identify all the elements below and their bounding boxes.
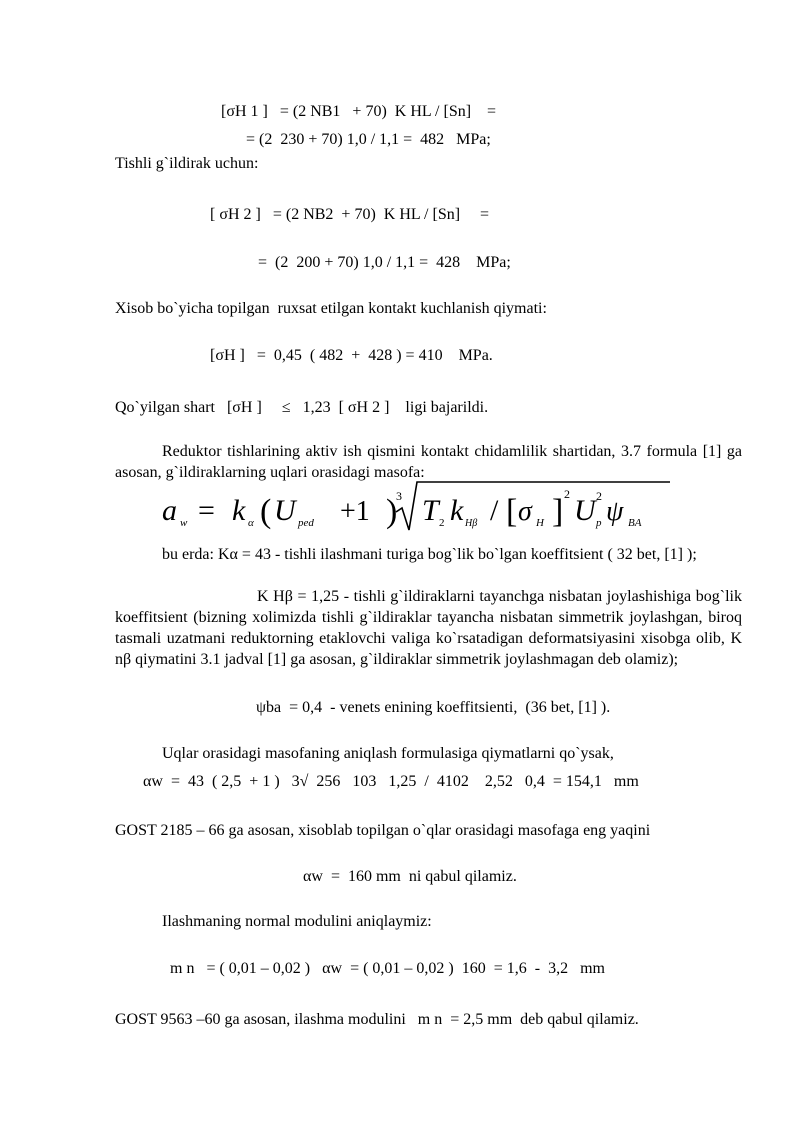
equation-alpha-w-calc: αw = 43 ( 2,5 + 1 ) 3√ 256 103 1,25 / 4102 2,52 0,4 = 154,1 mm <box>143 773 639 790</box>
paragraph-condition: Qo`yilgan shart [σH ] ≤ 1,23 [ σH 2 ] ligi bajarildi. <box>115 399 489 416</box>
formula-w: w <box>180 517 188 529</box>
formula-t-sub: 2 <box>439 517 445 529</box>
svg-text:[: [ <box>506 493 518 530</box>
paragraph-khb: K Hβ = 1,25 - tishli g`ildiraklarni tayanchga nisbatan joylashishiga bog`lik koeffitsient (bizning xolimizda tishli g`ildiraklar tayancha nisbatan simmetrik joylashgan, biroq tasmali uzatmani reduktorning etaklovchi valiga ko`rsatadigan deformatsiyasini xisobga olib, K nβ qiymatini 3.1 jadval [1] ga asosan, g`ildiraklar simmetrik joylashmagan deb olamiz); <box>115 588 742 668</box>
equation-module-range: m n = ( 0,01 – 0,02 ) αw = ( 0,01 – 0,02 ) 160 = 1,6 - 3,2 mm <box>170 960 605 977</box>
formula-psi: ψ <box>606 496 624 527</box>
svg-text:]: ] <box>552 493 564 530</box>
formula-sigma: σ <box>518 496 532 527</box>
svg-text:): ) <box>386 493 398 530</box>
formula-up-sub: p <box>596 517 602 529</box>
formula-sq: 2 <box>564 487 570 501</box>
formula-sigma-sub: H <box>536 517 544 529</box>
paragraph-module: Ilashmaning normal modulini aniqlaymiz: <box>162 913 432 930</box>
formula-up: U <box>574 494 596 527</box>
formula-t: T <box>422 494 439 527</box>
paragraph-reductor: Reduktor tishlarining aktiv ish qismini kontakt chidamlilik shartidan, 3.7 formula [1] ga asosan, g`ildiraklarning uqlari orasidagi masofa: <box>115 443 742 481</box>
formula-psi-sub: BA <box>628 517 642 529</box>
formula-a: a <box>162 494 177 527</box>
equation-sigma-h2-result: = (2 200 + 70) 1,0 / 1,1 = 428 MPa; <box>258 254 511 271</box>
formula-eq: = <box>198 494 215 527</box>
paragraph-psi: ψba = 0,4 - venets enining koeffitsienti, (36 bet, [1] ). <box>256 699 611 716</box>
equation-line: [σH 1 ] = (2 NB1 + 70) K HL / [Sn] = <box>221 103 497 120</box>
equation-sigma-h: [σH ] = 0,45 ( 482 + 428 ) = 410 MPa. <box>210 347 493 364</box>
formula-kh: k <box>450 494 464 527</box>
formula-root-index: 3 <box>396 489 402 503</box>
equation-sigma-h1-result <box>238 110 491 150</box>
equation-sigma-h2: [ σH 2 ] = (2 NB2 + 70) K HL / [Sn] = <box>210 206 490 223</box>
formula-plus-one: +1 <box>340 496 370 527</box>
paragraph-gost-2185: GOST 2185 – 66 ga asosan, xisoblab topilgan o`qlar orasidagi masofaga eng yaqini <box>115 822 651 839</box>
equation-line: = (2 230 + 70) 1,0 / 1,1 = 482 MPa; <box>246 131 491 148</box>
formula-k: k <box>232 494 246 527</box>
equation-alpha-w-accepted: αw = 160 mm ni qabul qilamiz. <box>303 868 517 885</box>
paragraph-gost-9563: GOST 9563 –60 ga asosan, ilashma modulini m n = 2,5 mm deb qabul qilamiz. <box>115 1011 639 1028</box>
paragraph-where: bu erda: Kα = 43 - tishli ilashmani turiga bog`lik bo`lgan koeffitsient ( 32 bet, [1] ); <box>162 546 697 563</box>
center-distance-formula <box>160 478 675 536</box>
paragraph-gear: Tishli g`ildirak uchun: <box>115 155 259 172</box>
formula-kh-sub: Hβ <box>465 518 478 529</box>
svg-text:(: ( <box>260 493 272 530</box>
formula-k-alpha: α <box>248 517 254 529</box>
paragraph-substitute: Uqlar orasidagi masofaning aniqlash formulasiga qiymatlarni qo`ysak, <box>162 745 614 762</box>
formula-up-sq: 2 <box>596 489 602 503</box>
formula-u: U <box>274 494 296 527</box>
paragraph-calc: Xisob bo`yicha topilgan ruxsat etilgan kontakt kuchlanish qiymati: <box>115 300 547 317</box>
svg-text:/: / <box>490 494 499 527</box>
formula-ped: ped <box>298 517 314 529</box>
